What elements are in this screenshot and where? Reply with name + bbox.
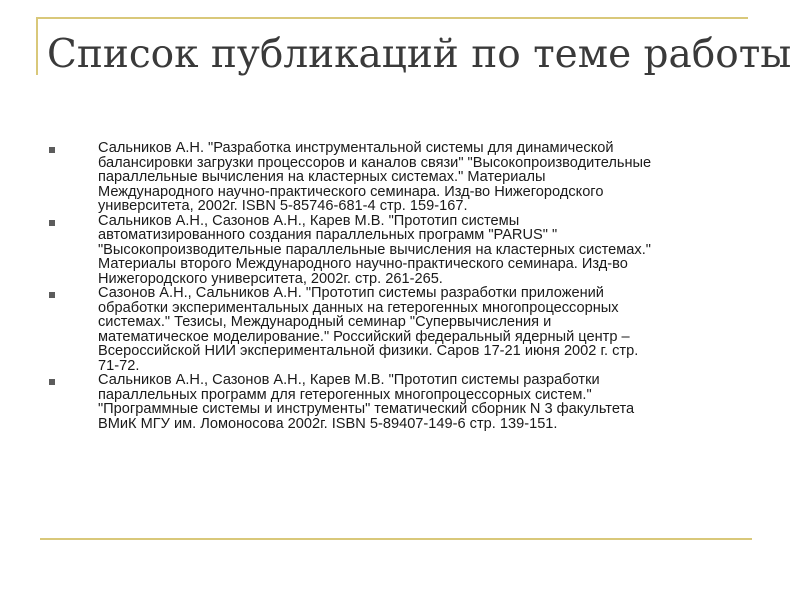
square-bullet-icon: [49, 292, 55, 298]
list-item: [46, 141, 746, 214]
square-bullet-icon: [49, 220, 55, 226]
publication-text: Сазонов А.Н., Сальников А.Н. "Прототип системы разработки приложений обработки экспериментальных данных на гетерогенных многопроцессорных системах." Тезисы, Международный семинар "Супервычисления и математическое моделирование." Российский федеральный ядерный центр – Всероссийской НИИ экспериментальной физики. Саров 17-21 июня 2002 г. стр. 71-72.: [98, 285, 639, 374]
list-item: [46, 214, 746, 287]
publication-text: Сальников А.Н., Сазонов А.Н., Карев М.В. "Прототип системы автоматизированного создания параллельных программ "PARUS" " "Высокопроизводительные параллельные вычисления на кластерных системах." Материалы второго Международного научно-практического семинара. Изд-во Нижегородского университета, 2002г. стр. 261-265.: [98, 212, 651, 287]
publication-text: Сальников А.Н., Сазонов А.Н., Карев М.В. "Прототип системы разработки параллельных программ для гетерогенных многопроцессорных систем." "Программные системы и инструменты" тематический сборник N 3 факультета ВМиК МГУ им. Ломоносова 2002г. ISBN 5-89407-149-6 стр. 139-151.: [98, 372, 635, 432]
square-bullet-icon: [49, 379, 55, 385]
publication-text: Сальников А.Н. "Разработка инструментальной системы для динамической балансировки загрузки процессоров и каналов связи" "Высокопроизводительные параллельные вычисления на кластерных системах." Материалы Международного научно-практического семинара. Изд-во Нижегородского университета, 2002г. ISBN 5-85746-681-4 стр. 159-167.: [98, 140, 652, 214]
top-accent-rule: [36, 17, 748, 19]
list-item: [46, 286, 746, 373]
publication-list: [46, 141, 746, 431]
left-accent-rule: [36, 17, 38, 75]
square-bullet-icon: [49, 147, 55, 153]
slide-title: Список публикаций по теме работы: [47, 32, 792, 77]
list-item: [46, 373, 746, 431]
bottom-accent-rule: [40, 538, 752, 540]
